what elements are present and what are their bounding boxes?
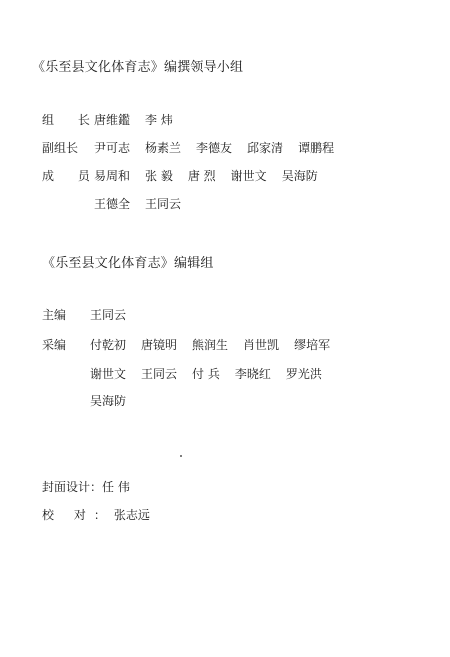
person-name: 付 兵 (192, 367, 220, 381)
person-name: 唐镜明 (141, 338, 178, 352)
person-name: 谭鹏程 (298, 141, 335, 155)
person-name: 吴海防 (281, 169, 318, 183)
role-label: 组 长 (42, 113, 100, 127)
credit-label: 封面设计： (42, 480, 103, 494)
person-name: 缪培军 (294, 338, 331, 352)
person-name: 谢世文 (230, 169, 267, 183)
role-label: 成 员 (42, 169, 100, 183)
role-label: 采编 (42, 338, 67, 352)
person-name: 李 炜 (145, 113, 173, 127)
name-list (90, 336, 330, 353)
speck-mark (180, 455, 182, 457)
name-list (90, 365, 322, 382)
editorial-group-title: 《乐至县文化体育志》编辑组 (42, 256, 214, 271)
person-name: 王同云 (145, 197, 182, 211)
person-name: 易周和 (94, 169, 131, 183)
role-label: 副组长 (42, 141, 79, 155)
person-name: 王同云 (141, 367, 178, 381)
person-name: 唐维鑑 (94, 113, 131, 127)
person-name: 邱家清 (247, 141, 284, 155)
name-list (90, 306, 126, 323)
person-name: 王同云 (90, 308, 127, 322)
credit-value: 张志远 (113, 508, 150, 522)
person-name: 吴海防 (90, 394, 127, 408)
person-name: 谢世文 (90, 367, 127, 381)
person-name: 尹可志 (94, 141, 131, 155)
person-name: 熊润生 (192, 338, 229, 352)
role-label: 主编 (42, 308, 67, 322)
person-name: 张 毅 (145, 169, 173, 183)
person-name: 杨素兰 (145, 141, 182, 155)
person-name: 肖世凯 (243, 338, 280, 352)
person-name: 李德友 (196, 141, 233, 155)
person-name: 李晓红 (234, 367, 271, 381)
person-name: 王德全 (94, 197, 131, 211)
name-list (94, 195, 181, 212)
leading-group-title: 《乐至县文化体育志》编撰领导小组 (32, 60, 244, 75)
name-list (94, 139, 334, 156)
person-name: 罗光洪 (285, 367, 322, 381)
cover-design-credit (42, 478, 342, 495)
person-name: 唐 烈 (187, 169, 216, 183)
credit-label: 校 对： (42, 508, 114, 522)
person-name: 付乾初 (90, 338, 127, 352)
proofreading-credit (42, 506, 342, 523)
name-list (94, 111, 173, 128)
name-list (90, 392, 126, 409)
name-list (94, 167, 318, 184)
credit-value: 任 伟 (102, 480, 130, 494)
